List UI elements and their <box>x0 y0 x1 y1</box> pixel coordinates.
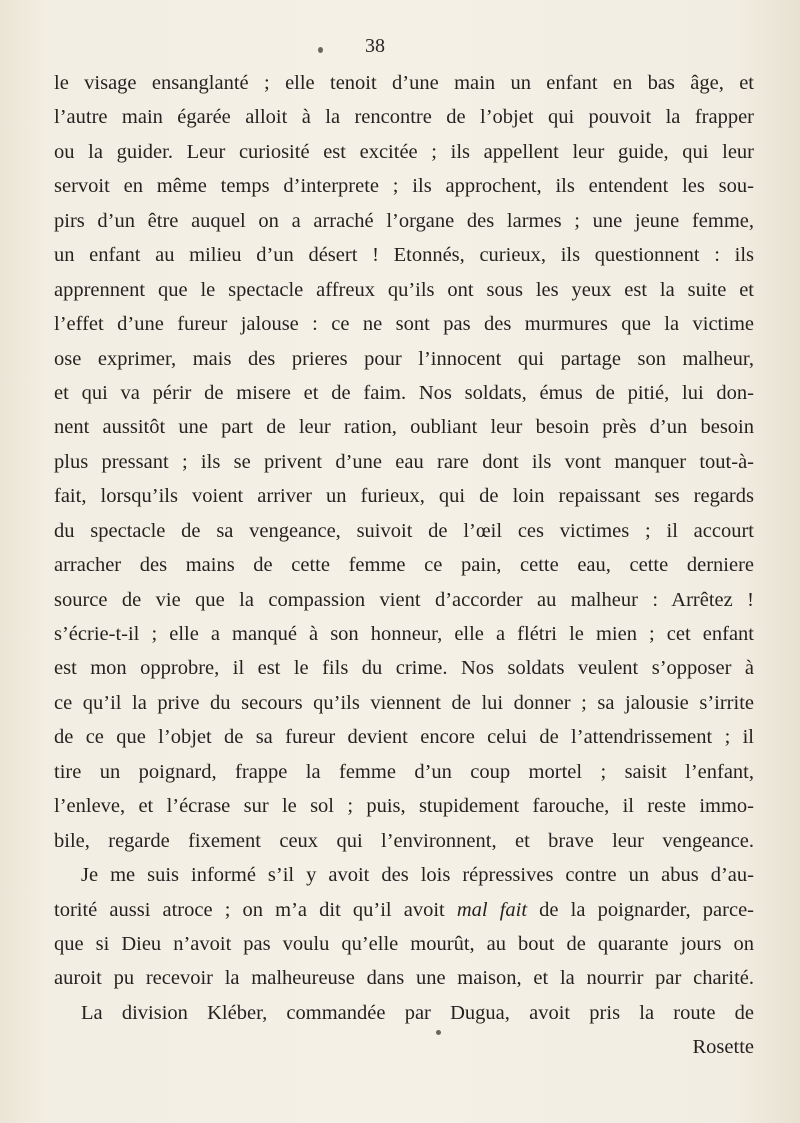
page-number: 38 <box>365 35 385 57</box>
text-run: du spectacle de sa vengeance, suivoit de l’œil ces victimes ; il accourt <box>54 519 754 542</box>
text-line <box>54 961 754 995</box>
text-line <box>54 893 754 927</box>
text-run: plus pressant ; ils se privent d’une eau rare dont ils vont manquer tout-à- <box>54 450 754 473</box>
ink-speck <box>318 47 323 53</box>
text-line <box>54 651 754 685</box>
text-run: ose exprimer, mais des prieres pour l’innocent qui partage son malheur, <box>54 347 754 370</box>
text-line <box>54 66 754 100</box>
text-line <box>54 169 754 203</box>
text-line <box>54 755 754 789</box>
text-run: servoit en même temps d’interprete ; ils approchent, ils entendent les sou- <box>54 175 754 198</box>
text-line <box>54 824 754 858</box>
text-run: de la poignarder, parce- <box>527 898 754 921</box>
text-line <box>54 996 754 1030</box>
text-run: le visage ensanglanté ; elle tenoit d’une main un enfant en bas âge, et <box>54 72 754 94</box>
text-run: ce qu’il la prive du secours qu’ils viennent de lui donner ; sa jalousie s’irrite <box>54 691 754 714</box>
text-run: pirs d’un être auquel on a arraché l’organe des larmes ; une jeune femme, <box>54 209 754 232</box>
text-run: est mon opprobre, il est le fils du crime. Nos soldats veulent s’opposer à <box>54 657 754 680</box>
text-run: que si Dieu n’avoit pas voulu qu’elle mourût, au bout de quarante jours on <box>54 932 754 955</box>
text-line <box>54 858 754 892</box>
text-run: l’effet d’une fureur jalouse : ce ne sont pas des murmures que la victime <box>54 313 754 336</box>
text-line <box>54 273 754 307</box>
text-run: arracher des mains de cette femme ce pain, cette eau, cette derniere <box>54 554 754 577</box>
catchword: Rosette <box>692 1036 754 1059</box>
body-text <box>54 66 754 1064</box>
text-run: La division Kléber, commandée par Dugua, avoit pris la route de <box>81 1001 754 1024</box>
text-run: un enfant au milieu d’un désert ! Etonnés, curieux, ils questionnent : ils <box>54 244 754 267</box>
italic-run: mal fait <box>456 898 528 921</box>
text-line <box>54 548 754 582</box>
text-run: tire un poignard, frappe la femme d’un coup mortel ; saisit l’enfant, <box>54 760 754 783</box>
text-run: l’enleve, et l’écrase sur le sol ; puis, stupidement farouche, il reste immo- <box>54 795 754 818</box>
text-line <box>54 583 754 617</box>
text-line <box>54 410 754 444</box>
text-run: ou la guider. Leur curiosité est excitée ; ils appellent leur guide, qui leur <box>54 140 754 163</box>
text-run: fait, lorsqu’ils voient arriver un furieux, qui de loin repaissant ses regards <box>54 485 754 508</box>
text-run: Je me suis informé s’il y avoit des lois répressives contre un abus d’au- <box>81 864 754 887</box>
text-line <box>54 307 754 341</box>
text-line <box>54 514 754 548</box>
text-line <box>54 686 754 720</box>
text-line <box>54 100 754 134</box>
text-run: l’autre main égarée alloit à la rencontre de l’objet qui pouvoit la frapper <box>54 106 754 129</box>
text-line <box>54 238 754 272</box>
text-line <box>54 927 754 961</box>
text-line <box>54 135 754 169</box>
text-run: apprennent que le spectacle affreux qu’ils ont sous les yeux est la suite et <box>54 278 754 301</box>
text-line <box>54 445 754 479</box>
text-run: bile, regarde fixement ceux qui l’environnent, et brave leur vengeance. <box>54 829 754 852</box>
text-run: auroit pu recevoir la malheureuse dans une maison, et la nourrir par charité. <box>54 967 754 990</box>
text-run: de ce que l’objet de sa fureur devient encore celui de l’attendrissement ; il <box>54 726 754 749</box>
text-line <box>54 720 754 754</box>
text-run: et qui va périr de misere et de faim. Nos soldats, émus de pitié, lui don- <box>54 381 754 404</box>
text-line <box>54 617 754 651</box>
text-run: nent aussitôt une part de leur ration, oubliant leur besoin près d’un besoin <box>54 416 754 439</box>
text-run: torité aussi atroce ; on m’a dit qu’il avoit <box>54 898 457 921</box>
text-line <box>54 479 754 513</box>
text-line <box>54 376 754 410</box>
text-line <box>54 204 754 238</box>
text-line <box>54 789 754 823</box>
text-line <box>54 342 754 376</box>
text-run: s’écrie-t-il ; elle a manqué à son honneur, elle a flétri le mien ; cet enfant <box>54 623 754 645</box>
text-run: source de vie que la compassion vient d’accorder au malheur : Arrêtez ! <box>54 588 754 611</box>
